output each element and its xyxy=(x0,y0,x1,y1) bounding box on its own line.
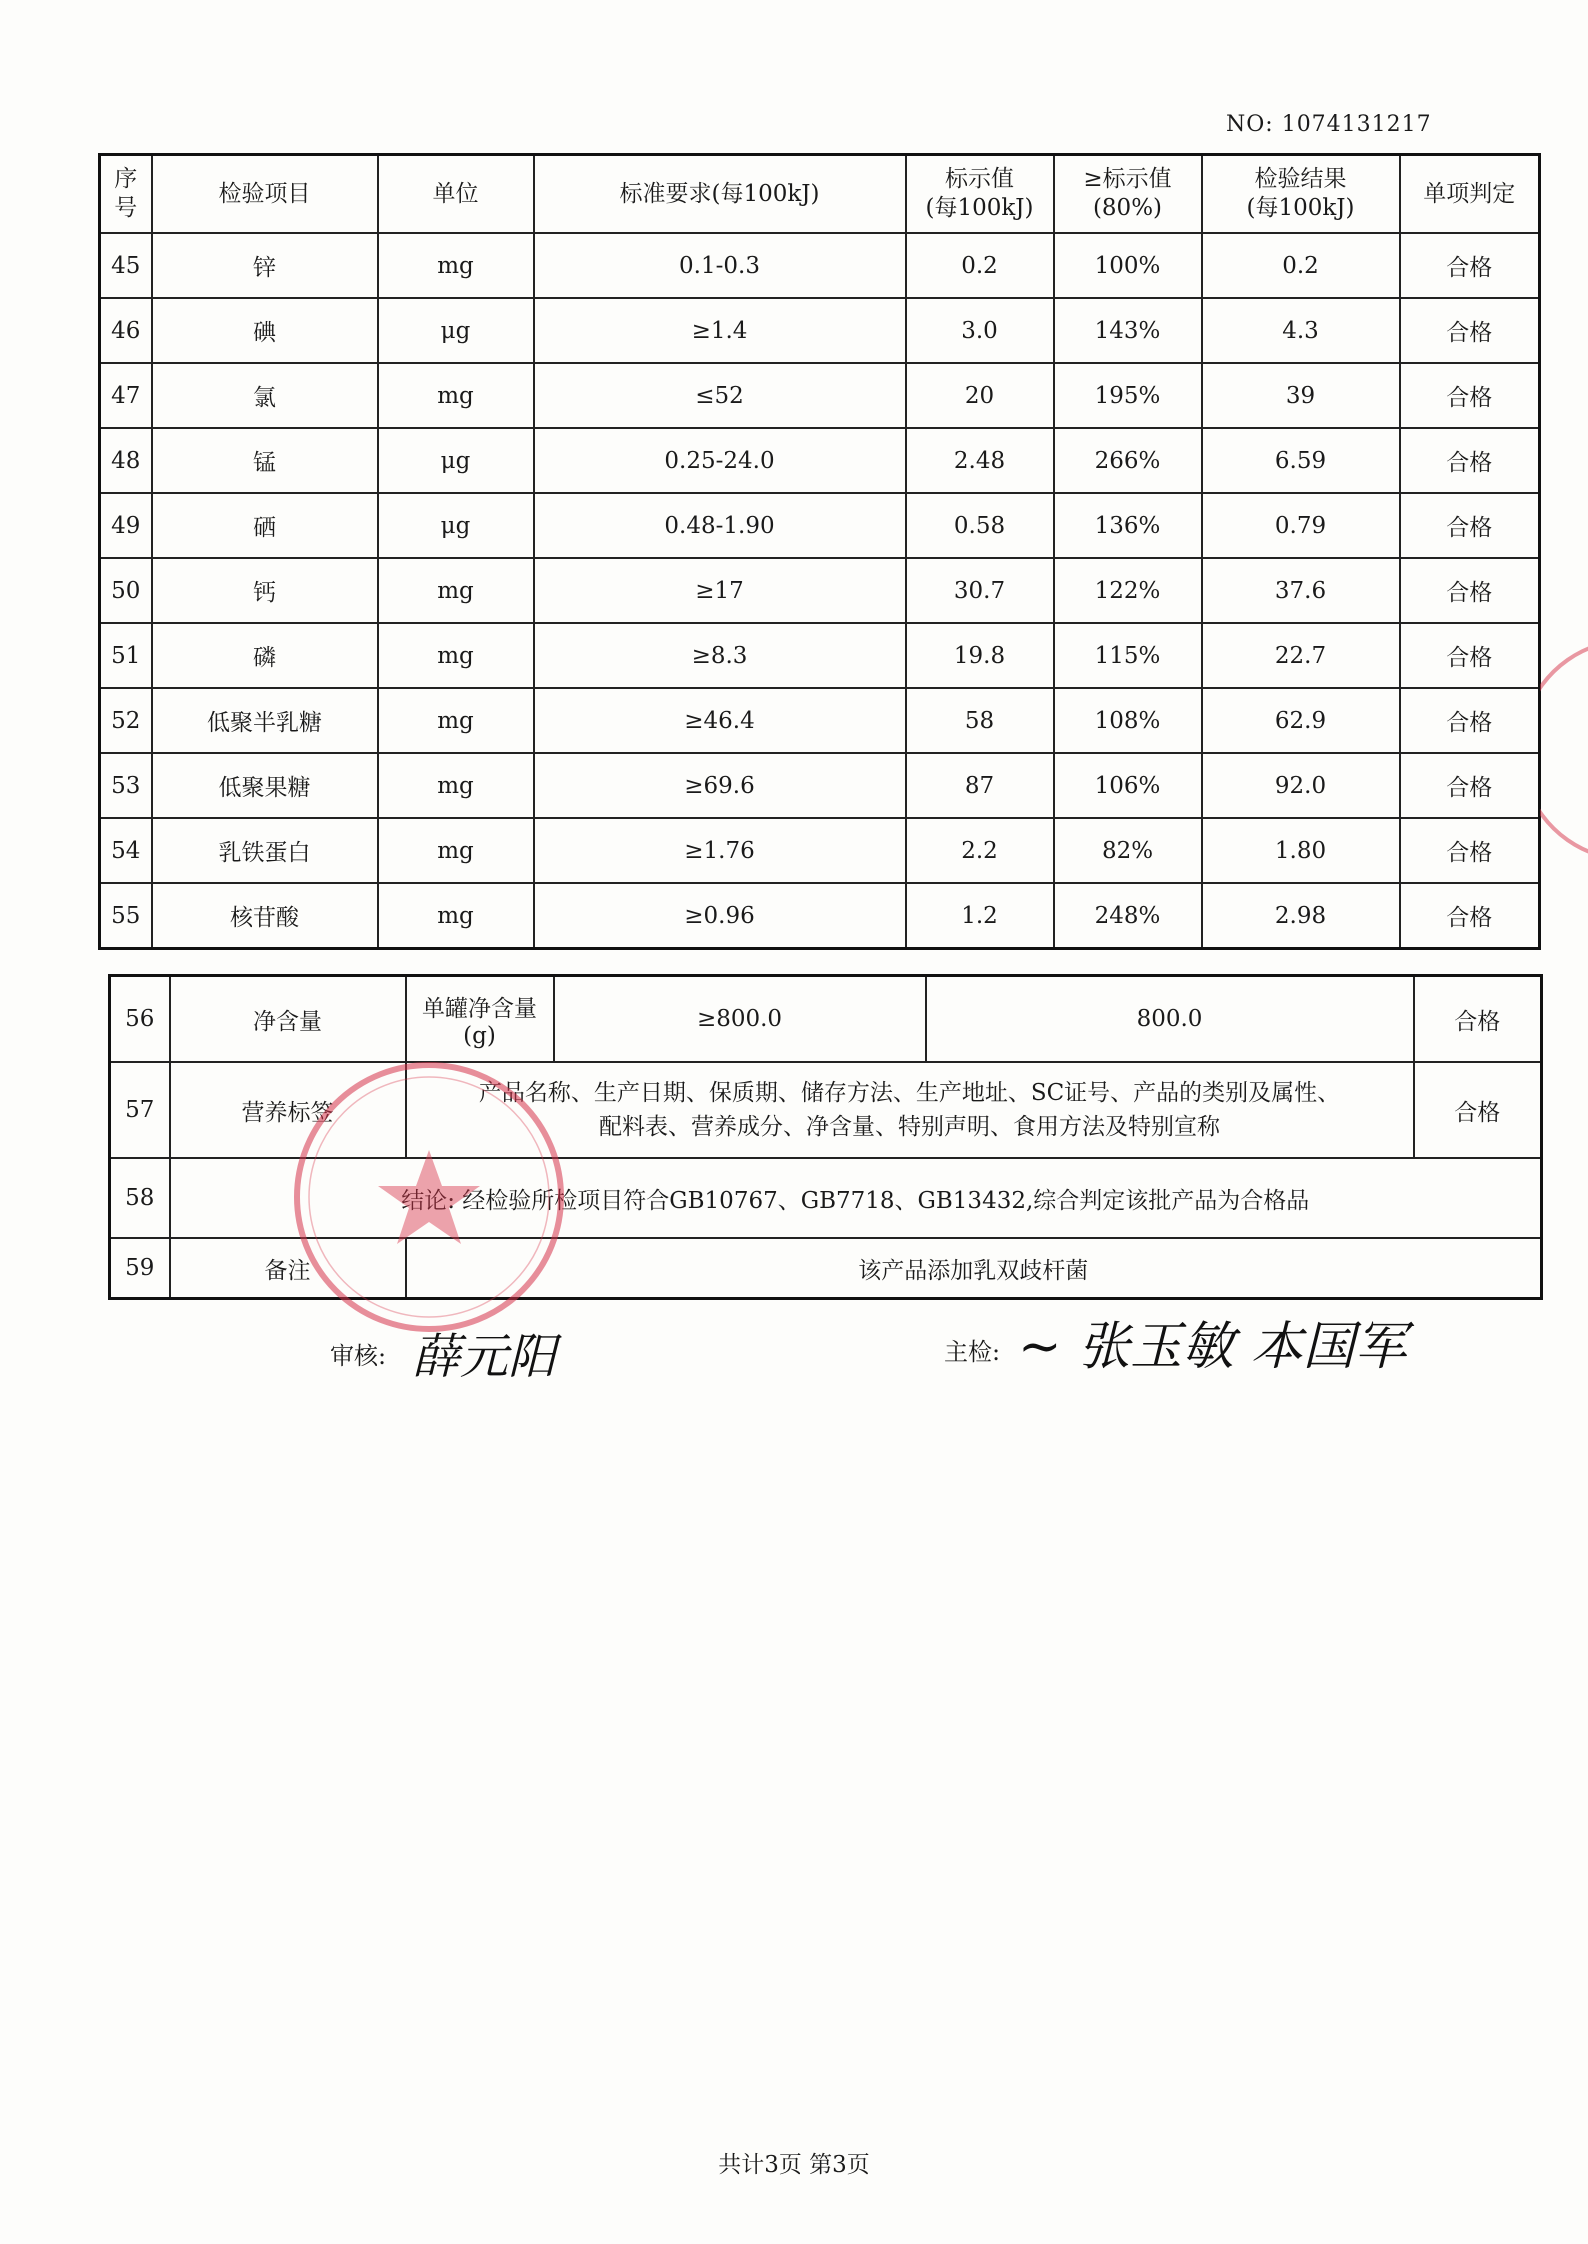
header-verdict: 单项判定 xyxy=(1400,155,1540,234)
unit-cell: 单罐净含量 (g) xyxy=(406,976,554,1063)
percent-cell: 100% xyxy=(1054,233,1202,298)
table-row xyxy=(100,753,1540,818)
row-number: 56 xyxy=(110,976,170,1063)
item-name: 营养标签 xyxy=(170,1062,406,1158)
percent-cell: 195% xyxy=(1054,363,1202,428)
label-value-cell: 3.0 xyxy=(906,298,1054,363)
item-name: 氯 xyxy=(152,363,378,428)
item-name: 锌 xyxy=(152,233,378,298)
row-number: 58 xyxy=(110,1158,170,1238)
standard-cell: 0.48-1.90 xyxy=(534,493,906,558)
header-seq: 序号 xyxy=(100,155,152,234)
result-cell: 4.3 xyxy=(1202,298,1400,363)
reviewer-signature: 薛元阳 xyxy=(412,1329,557,1385)
standard-cell: ≥46.4 xyxy=(534,688,906,753)
table-row-56 xyxy=(110,976,1542,1063)
label-value-cell: 58 xyxy=(906,688,1054,753)
item-name: 净含量 xyxy=(170,976,406,1063)
item-name: 低聚半乳糖 xyxy=(152,688,378,753)
result-cell: 0.79 xyxy=(1202,493,1400,558)
standard-cell: ≥1.76 xyxy=(534,818,906,883)
unit-cell: mg xyxy=(378,363,534,428)
table-row-58 xyxy=(110,1158,1542,1238)
label-value-cell: 2.2 xyxy=(906,818,1054,883)
header-item: 检验项目 xyxy=(152,155,378,234)
percent-cell: 122% xyxy=(1054,558,1202,623)
unit-cell: mg xyxy=(378,688,534,753)
result-cell: 1.80 xyxy=(1202,818,1400,883)
row-number: 47 xyxy=(100,363,152,428)
result-cell: 39 xyxy=(1202,363,1400,428)
unit-cell: mg xyxy=(378,818,534,883)
unit-cell: mg xyxy=(378,233,534,298)
percent-cell: 136% xyxy=(1054,493,1202,558)
unit-cell: mg xyxy=(378,558,534,623)
result-cell: 37.6 xyxy=(1202,558,1400,623)
result-cell: 2.98 xyxy=(1202,883,1400,949)
row-number: 57 xyxy=(110,1062,170,1158)
percent-cell: 106% xyxy=(1054,753,1202,818)
label-value-cell: 0.58 xyxy=(906,493,1054,558)
table-row xyxy=(100,428,1540,493)
result-cell: 6.59 xyxy=(1202,428,1400,493)
unit-cell: mg xyxy=(378,753,534,818)
inspection-table xyxy=(98,153,1541,950)
reviewer-label: 审核: xyxy=(330,1342,387,1370)
table-row-57 xyxy=(110,1062,1542,1158)
side-seal-stamp xyxy=(1540,640,1588,860)
verdict-cell: 合格 xyxy=(1400,753,1540,818)
label-value-cell: 0.2 xyxy=(906,233,1054,298)
verdict-cell: 合格 xyxy=(1400,493,1540,558)
standard-cell: ≥1.4 xyxy=(534,298,906,363)
percent-cell: 82% xyxy=(1054,818,1202,883)
row-number: 51 xyxy=(100,623,152,688)
verdict-cell: 合格 xyxy=(1400,558,1540,623)
item-name: 钙 xyxy=(152,558,378,623)
table-row xyxy=(100,883,1540,949)
standard-cell: ≤52 xyxy=(534,363,906,428)
table-row xyxy=(100,493,1540,558)
standard-cell: ≥800.0 xyxy=(554,976,926,1063)
verdict-cell: 合格 xyxy=(1400,363,1540,428)
label-value-cell: 1.2 xyxy=(906,883,1054,949)
conclusion-text: 结论: 经检验所检项目符合GB10767、GB7718、GB13432,综合判定该批产品为合格品 xyxy=(170,1158,1542,1238)
row-number: 49 xyxy=(100,493,152,558)
table-row xyxy=(100,233,1540,298)
remark-text: 该产品添加乳双歧杆菌 xyxy=(406,1238,1542,1299)
unit-cell: μg xyxy=(378,493,534,558)
row-number: 45 xyxy=(100,233,152,298)
table-row xyxy=(100,558,1540,623)
row-number: 59 xyxy=(110,1238,170,1299)
table-row xyxy=(100,298,1540,363)
label-value-cell: 30.7 xyxy=(906,558,1054,623)
verdict-cell: 合格 xyxy=(1400,233,1540,298)
inspector-signature: ~ 张玉敏 本国军 xyxy=(1018,1317,1407,1377)
standard-cell: ≥8.3 xyxy=(534,623,906,688)
table-body xyxy=(100,233,1540,949)
table-row xyxy=(100,363,1540,428)
item-name: 磷 xyxy=(152,623,378,688)
percent-cell: 266% xyxy=(1054,428,1202,493)
header-result: 检验结果 (每100kJ) xyxy=(1202,155,1400,234)
unit-cell: μg xyxy=(378,298,534,363)
unit-cell: mg xyxy=(378,623,534,688)
result-cell: 0.2 xyxy=(1202,233,1400,298)
row-number: 55 xyxy=(100,883,152,949)
table-row xyxy=(100,623,1540,688)
report-number: NO: 1074131217 xyxy=(1226,112,1432,137)
result-cell: 92.0 xyxy=(1202,753,1400,818)
standard-cell: ≥17 xyxy=(534,558,906,623)
label-value-cell: 19.8 xyxy=(906,623,1054,688)
verdict-cell: 合格 xyxy=(1400,883,1540,949)
verdict-cell: 合格 xyxy=(1414,976,1542,1063)
percent-cell: 248% xyxy=(1054,883,1202,949)
row-number: 54 xyxy=(100,818,152,883)
verdict-cell: 合格 xyxy=(1400,428,1540,493)
header-standard: 标准要求(每100kJ) xyxy=(534,155,906,234)
row-number: 53 xyxy=(100,753,152,818)
header-unit: 单位 xyxy=(378,155,534,234)
verdict-cell: 合格 xyxy=(1400,818,1540,883)
table-row-59 xyxy=(110,1238,1542,1299)
percent-cell: 115% xyxy=(1054,623,1202,688)
result-cell: 62.9 xyxy=(1202,688,1400,753)
standard-cell: ≥0.96 xyxy=(534,883,906,949)
verdict-cell: 合格 xyxy=(1400,688,1540,753)
item-name: 碘 xyxy=(152,298,378,363)
page-footer: 共计3页 第3页 xyxy=(718,2152,870,2178)
row-number: 46 xyxy=(100,298,152,363)
remark-label: 备注 xyxy=(170,1238,406,1299)
summary-table xyxy=(108,974,1543,1300)
table-row xyxy=(100,688,1540,753)
inspector-label: 主检: xyxy=(944,1338,1001,1366)
verdict-cell: 合格 xyxy=(1400,298,1540,363)
unit-cell: μg xyxy=(378,428,534,493)
table-header xyxy=(100,155,1540,234)
label-value-cell: 20 xyxy=(906,363,1054,428)
item-name: 锰 xyxy=(152,428,378,493)
row-number: 52 xyxy=(100,688,152,753)
result-cell: 22.7 xyxy=(1202,623,1400,688)
label-value-cell: 2.48 xyxy=(906,428,1054,493)
percent-cell: 108% xyxy=(1054,688,1202,753)
label-value-cell: 87 xyxy=(906,753,1054,818)
standard-cell: 0.1-0.3 xyxy=(534,233,906,298)
verdict-cell: 合格 xyxy=(1414,1062,1542,1158)
standard-cell: 0.25-24.0 xyxy=(534,428,906,493)
verdict-cell: 合格 xyxy=(1400,623,1540,688)
item-name: 核苷酸 xyxy=(152,883,378,949)
header-ge-label: ≥标示值 (80%) xyxy=(1054,155,1202,234)
item-name: 低聚果糖 xyxy=(152,753,378,818)
standard-cell: ≥69.6 xyxy=(534,753,906,818)
label-requirements: 产品名称、生产日期、保质期、储存方法、生产地址、SC证号、产品的类别及属性、 配料表、营养成分、净含量、特别声明、食用方法及特别宣称 xyxy=(406,1062,1414,1158)
row-number: 48 xyxy=(100,428,152,493)
result-cell: 800.0 xyxy=(926,976,1414,1063)
item-name: 硒 xyxy=(152,493,378,558)
unit-cell: mg xyxy=(378,883,534,949)
header-label-value: 标示值 (每100kJ) xyxy=(906,155,1054,234)
item-name: 乳铁蛋白 xyxy=(152,818,378,883)
row-number: 50 xyxy=(100,558,152,623)
percent-cell: 143% xyxy=(1054,298,1202,363)
table-row xyxy=(100,818,1540,883)
